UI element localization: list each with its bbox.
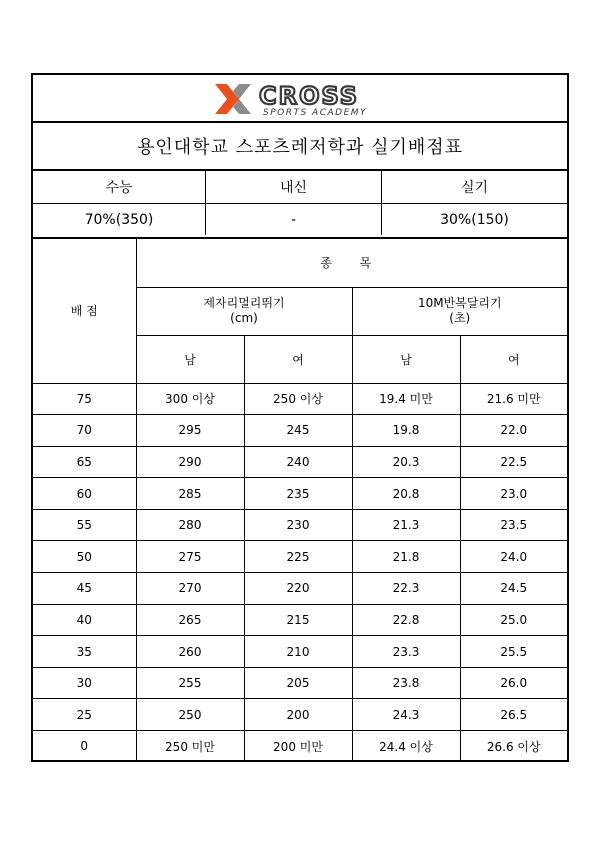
table-row [33, 573, 567, 605]
cell: 23.3 [352, 636, 460, 668]
cell: 20.3 [352, 446, 460, 478]
table-row [33, 446, 567, 478]
ratio-value-naesin: - [206, 204, 382, 235]
cell: 24.0 [460, 541, 567, 573]
cell: 245 [244, 415, 352, 447]
cell: 265 [136, 604, 244, 636]
cell: 225 [244, 541, 352, 573]
row-score: 75 [33, 383, 136, 415]
table-row [33, 541, 567, 573]
row-score: 45 [33, 573, 136, 605]
logo-row [33, 75, 567, 123]
cell: 21.3 [352, 509, 460, 541]
row-score: 35 [33, 636, 136, 668]
cell: 300 이상 [136, 383, 244, 415]
gender-male-shuttle-run: 남 [352, 335, 460, 383]
cell: 290 [136, 446, 244, 478]
cell: 26.5 [460, 699, 567, 731]
ratio-header-naesin: 내신 [206, 171, 382, 203]
logo-tagline-text: SPORTS ACADEMY [263, 108, 368, 118]
event-header-label: 종 목 [320, 256, 384, 271]
cell: 200 미만 [244, 731, 352, 762]
page-title: 용인대학교 스포츠레저학과 실기배점표 [33, 123, 567, 171]
cross-sports-academy-logo [213, 80, 423, 118]
cell: 21.6 미만 [460, 383, 567, 415]
row-score: 55 [33, 509, 136, 541]
cell: 22.0 [460, 415, 567, 447]
cell: 25.5 [460, 636, 567, 668]
event-long-jump [136, 287, 352, 335]
cell: 23.8 [352, 667, 460, 699]
logo-brand-text: CROSS [259, 82, 359, 110]
cell: 26.0 [460, 667, 567, 699]
cell: 270 [136, 573, 244, 605]
cell: 215 [244, 604, 352, 636]
table-row [33, 636, 567, 668]
row-score: 50 [33, 541, 136, 573]
cell: 250 미만 [136, 731, 244, 762]
cell: 200 [244, 699, 352, 731]
cell: 235 [244, 478, 352, 510]
event-long-jump-name: 제자리멀리뛰기 [203, 296, 285, 310]
cell: 25.0 [460, 604, 567, 636]
row-score: 65 [33, 446, 136, 478]
cell: 255 [136, 667, 244, 699]
table-row [33, 604, 567, 636]
gender-male-long-jump: 남 [136, 335, 244, 383]
cell: 210 [244, 636, 352, 668]
cell: 23.5 [460, 509, 567, 541]
row-score: 25 [33, 699, 136, 731]
ratio-value-row [33, 204, 567, 235]
cell: 250 [136, 699, 244, 731]
cell: 260 [136, 636, 244, 668]
cell: 19.8 [352, 415, 460, 447]
cell: 24.3 [352, 699, 460, 731]
event-shuttle-run-unit: (초) [449, 311, 471, 325]
table-row [33, 383, 567, 415]
event-header-row [33, 239, 567, 287]
ratio-table [33, 171, 567, 239]
cell: 21.8 [352, 541, 460, 573]
cell: 20.8 [352, 478, 460, 510]
cell: 240 [244, 446, 352, 478]
score-table [33, 239, 567, 762]
ratio-value-suneung: 70%(350) [33, 204, 206, 235]
table-row [33, 699, 567, 731]
row-score: 60 [33, 478, 136, 510]
table-row [33, 415, 567, 447]
cell: 250 이상 [244, 383, 352, 415]
row-score: 0 [33, 731, 136, 762]
cell: 205 [244, 667, 352, 699]
cell: 22.8 [352, 604, 460, 636]
table-row [33, 509, 567, 541]
gender-female-shuttle-run: 여 [460, 335, 567, 383]
row-score: 40 [33, 604, 136, 636]
ratio-header-suneung: 수능 [33, 171, 206, 203]
ratio-header-row [33, 171, 567, 204]
cell: 285 [136, 478, 244, 510]
cell: 275 [136, 541, 244, 573]
table-row [33, 667, 567, 699]
row-score: 30 [33, 667, 136, 699]
cell: 220 [244, 573, 352, 605]
ratio-value-silgi: 30%(150) [440, 211, 509, 228]
cell: 24.4 이상 [352, 731, 460, 762]
cell: 22.5 [460, 446, 567, 478]
cell: 26.6 이상 [460, 731, 567, 762]
cell: 295 [136, 415, 244, 447]
event-shuttle-run-name: 10M반복달리기 [417, 296, 502, 310]
table-row [33, 731, 567, 762]
gender-female-long-jump: 여 [244, 335, 352, 383]
score-sheet-frame [31, 73, 569, 762]
event-header [136, 239, 567, 287]
row-score: 70 [33, 415, 136, 447]
cell: 230 [244, 509, 352, 541]
cell: 22.3 [352, 573, 460, 605]
event-long-jump-unit: (cm) [230, 311, 258, 325]
ratio-header-silgi: 실기 [460, 180, 489, 196]
cell: 280 [136, 509, 244, 541]
table-row [33, 478, 567, 510]
cell: 24.5 [460, 573, 567, 605]
score-header: 배 점 [33, 239, 136, 383]
cell: 23.0 [460, 478, 567, 510]
cell: 19.4 미만 [352, 383, 460, 415]
event-shuttle-run [352, 287, 567, 335]
